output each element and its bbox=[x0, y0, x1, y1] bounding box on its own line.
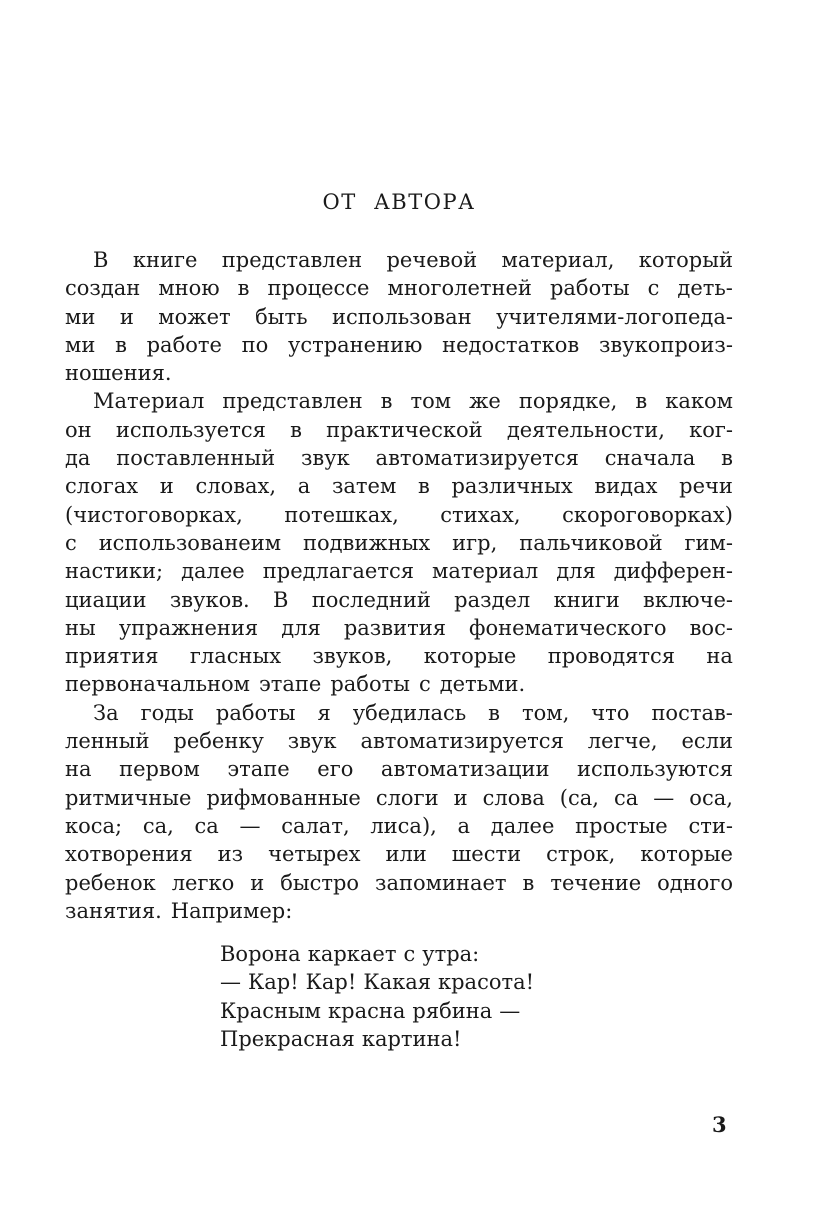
text-line bbox=[65, 586, 733, 614]
word: и bbox=[453, 785, 468, 810]
word: которые bbox=[640, 842, 733, 867]
word: представлен bbox=[222, 389, 363, 414]
word: стихах, bbox=[440, 502, 521, 527]
word: ми bbox=[65, 304, 96, 329]
word: — bbox=[653, 785, 675, 810]
word: циации bbox=[65, 587, 147, 612]
word: с bbox=[403, 942, 416, 966]
text-line bbox=[65, 897, 733, 925]
word: ленный bbox=[65, 729, 150, 754]
word: картина! bbox=[361, 1026, 462, 1051]
word: упражнения bbox=[118, 615, 259, 640]
word: с bbox=[647, 276, 660, 301]
word: в bbox=[522, 870, 535, 895]
word: легче, bbox=[587, 729, 658, 754]
word: первом bbox=[119, 757, 200, 782]
word: — bbox=[239, 813, 261, 838]
word: том bbox=[410, 389, 452, 414]
word: процессе bbox=[267, 276, 370, 301]
page-number: 3 bbox=[712, 1112, 727, 1137]
text-line bbox=[65, 274, 733, 302]
word: занятия. bbox=[65, 898, 162, 923]
text-line bbox=[65, 416, 733, 444]
word: быстро bbox=[280, 870, 360, 895]
word: этапе bbox=[227, 757, 290, 782]
word: ны bbox=[65, 615, 96, 640]
word: ношения. bbox=[65, 361, 172, 386]
word: скороговорках) bbox=[562, 502, 733, 527]
word: — bbox=[220, 970, 241, 995]
word: постав- bbox=[651, 700, 733, 725]
text-line bbox=[65, 303, 733, 331]
text-line bbox=[65, 642, 733, 670]
text-line bbox=[65, 812, 733, 840]
word: речи bbox=[679, 474, 733, 499]
word: этапе bbox=[259, 672, 322, 697]
word: работы bbox=[215, 700, 296, 725]
word: Кар! bbox=[248, 970, 299, 995]
word: Ворона bbox=[220, 942, 301, 966]
word: в bbox=[237, 276, 250, 301]
word: годы bbox=[140, 700, 194, 725]
word: недостатков bbox=[442, 332, 580, 357]
word: простые bbox=[575, 813, 668, 838]
word: по bbox=[241, 332, 269, 357]
word: работы bbox=[330, 672, 410, 697]
word: устранению bbox=[287, 332, 423, 357]
word: он bbox=[65, 417, 92, 442]
word: За bbox=[93, 700, 119, 725]
word: каком bbox=[665, 389, 733, 414]
word: настики; bbox=[65, 559, 164, 584]
text-line bbox=[65, 727, 733, 755]
text-line bbox=[65, 331, 733, 359]
word: речевой bbox=[386, 248, 478, 272]
word: на bbox=[65, 757, 92, 782]
word: ког- bbox=[689, 417, 733, 442]
word: и bbox=[250, 870, 265, 895]
word: слогах bbox=[65, 474, 139, 499]
text-line bbox=[65, 755, 733, 783]
word: работы bbox=[549, 276, 630, 301]
word: звукопроиз- bbox=[598, 332, 733, 357]
word: последний bbox=[311, 587, 431, 612]
text-line bbox=[220, 997, 534, 1025]
text-line bbox=[220, 968, 534, 996]
text-line bbox=[65, 699, 733, 727]
word: включе- bbox=[643, 587, 733, 612]
word: звуков, bbox=[312, 644, 393, 669]
word: рябина bbox=[412, 998, 493, 1023]
word: в bbox=[417, 474, 430, 499]
word: далее bbox=[181, 559, 245, 584]
word: гим- bbox=[684, 530, 733, 555]
word: ребенку bbox=[173, 729, 264, 754]
word: на bbox=[706, 644, 733, 669]
word: сти- bbox=[688, 813, 733, 838]
word: Прекрасная bbox=[220, 1026, 355, 1051]
word: красота! bbox=[437, 970, 535, 995]
word: затем bbox=[331, 474, 397, 499]
page-title: ОТ АВТОРА bbox=[322, 190, 476, 214]
word: автоматизируется bbox=[360, 729, 564, 754]
word: различных bbox=[451, 474, 573, 499]
word: В bbox=[93, 248, 109, 272]
word: том, bbox=[522, 700, 570, 725]
word: представлен bbox=[221, 248, 363, 272]
word: вос- bbox=[689, 615, 733, 640]
text-line bbox=[65, 246, 733, 274]
text-line bbox=[65, 387, 733, 415]
word: ми bbox=[65, 332, 96, 357]
word: ритмичные bbox=[65, 785, 192, 810]
text-line bbox=[220, 940, 534, 968]
text-line bbox=[65, 670, 733, 698]
word: проводятся bbox=[547, 644, 676, 669]
word: в bbox=[380, 389, 393, 414]
word: деть- bbox=[677, 276, 733, 301]
word: подвижных bbox=[302, 530, 431, 555]
word: порядке, bbox=[518, 389, 618, 414]
word: материал, bbox=[501, 248, 615, 272]
word: видах bbox=[594, 474, 658, 499]
word: шести bbox=[451, 842, 522, 867]
text-line bbox=[65, 529, 733, 557]
word: одного bbox=[657, 870, 733, 895]
word: с bbox=[65, 530, 77, 555]
word: потешках, bbox=[284, 502, 399, 527]
word: сначала bbox=[604, 446, 696, 471]
word: в bbox=[488, 700, 500, 725]
word: да bbox=[65, 446, 91, 471]
word: игр, bbox=[452, 530, 498, 555]
word: лиса), bbox=[370, 813, 437, 838]
word: В bbox=[273, 587, 289, 612]
text-line bbox=[65, 444, 733, 472]
word: из bbox=[217, 842, 244, 867]
word: течение bbox=[550, 870, 642, 895]
word: и bbox=[159, 474, 174, 499]
word: четырех bbox=[268, 842, 361, 867]
word: в bbox=[290, 417, 302, 442]
word: которые bbox=[423, 644, 517, 669]
word: для bbox=[281, 615, 321, 640]
word: фонематического bbox=[469, 615, 667, 640]
word: детьми. bbox=[439, 672, 526, 697]
text-line bbox=[65, 557, 733, 585]
word: многолетней bbox=[387, 276, 532, 301]
word: Красным bbox=[220, 998, 322, 1023]
word: са bbox=[613, 785, 639, 810]
word: са, bbox=[142, 813, 174, 838]
word: если bbox=[681, 729, 733, 754]
word: утра: bbox=[422, 942, 480, 966]
word: словах, bbox=[195, 474, 277, 499]
text-line bbox=[65, 614, 733, 642]
word: создан bbox=[65, 276, 141, 301]
word: и bbox=[119, 304, 134, 329]
word: в bbox=[635, 389, 648, 414]
word: Например: bbox=[170, 898, 293, 923]
text-line bbox=[65, 501, 733, 529]
word: а bbox=[457, 813, 471, 838]
text-line bbox=[65, 359, 733, 387]
word: автоматизируется bbox=[375, 446, 579, 471]
word: его bbox=[317, 757, 354, 782]
word: быть bbox=[255, 304, 308, 329]
word: далее bbox=[490, 813, 555, 838]
word: учителями-логопеда- bbox=[496, 304, 733, 329]
word: слоги bbox=[375, 785, 439, 810]
word: что bbox=[591, 700, 630, 725]
word: каркает bbox=[307, 942, 397, 966]
word: использованеим bbox=[98, 530, 282, 555]
word: с bbox=[418, 672, 431, 697]
word: деятельности, bbox=[506, 417, 665, 442]
word: в bbox=[115, 332, 127, 357]
word: звук bbox=[287, 729, 337, 754]
word: предлагается bbox=[262, 559, 414, 584]
word: развития bbox=[343, 615, 446, 640]
text-line bbox=[65, 840, 733, 868]
word: хотворения bbox=[65, 842, 193, 867]
word: звук bbox=[300, 446, 350, 471]
word: приятия bbox=[65, 644, 159, 669]
word: убедилась bbox=[352, 700, 467, 725]
word: практической bbox=[326, 417, 483, 442]
word: автоматизации bbox=[380, 757, 550, 782]
word: дифферен- bbox=[613, 559, 733, 584]
word: материал bbox=[432, 559, 539, 584]
word: использован bbox=[331, 304, 472, 329]
word: оса, bbox=[689, 785, 733, 810]
word: в bbox=[721, 446, 733, 471]
poem bbox=[220, 940, 534, 1053]
word: или bbox=[385, 842, 427, 867]
word: книги bbox=[553, 587, 620, 612]
text-line bbox=[65, 869, 733, 897]
word: работе bbox=[146, 332, 222, 357]
word: же bbox=[469, 389, 501, 414]
text-line bbox=[65, 472, 733, 500]
word: раздел bbox=[454, 587, 531, 612]
word: книге bbox=[132, 248, 198, 272]
word: для bbox=[556, 559, 596, 584]
word: салат, bbox=[281, 813, 350, 838]
word: Материал bbox=[93, 389, 205, 414]
word: ребенок bbox=[65, 870, 156, 895]
word: звуков. bbox=[169, 587, 250, 612]
word: легко bbox=[171, 870, 235, 895]
word: — bbox=[499, 998, 521, 1023]
word: са bbox=[194, 813, 219, 838]
word: красна bbox=[328, 998, 406, 1023]
body-text bbox=[65, 246, 733, 925]
word: используются bbox=[577, 757, 733, 782]
word: поставленный bbox=[116, 446, 276, 471]
word: а bbox=[297, 474, 311, 499]
word: первоначальном bbox=[65, 672, 251, 697]
word: (чистоговорках, bbox=[65, 502, 243, 527]
word: используется bbox=[115, 417, 266, 442]
word: мною bbox=[158, 276, 220, 301]
word: Какая bbox=[363, 970, 431, 995]
word: запоминает bbox=[375, 870, 507, 895]
word: слова bbox=[482, 785, 545, 810]
text-line bbox=[220, 1025, 534, 1053]
word: строк, bbox=[546, 842, 616, 867]
text-line bbox=[65, 784, 733, 812]
word: рифмованные bbox=[206, 785, 361, 810]
word: который bbox=[638, 248, 733, 272]
word: Кар! bbox=[305, 970, 357, 995]
word: гласных bbox=[189, 644, 282, 669]
word: (са, bbox=[559, 785, 599, 810]
word: коса; bbox=[65, 813, 123, 838]
word: я bbox=[317, 700, 331, 725]
word: может bbox=[158, 304, 231, 329]
word: пальчиковой bbox=[519, 530, 663, 555]
